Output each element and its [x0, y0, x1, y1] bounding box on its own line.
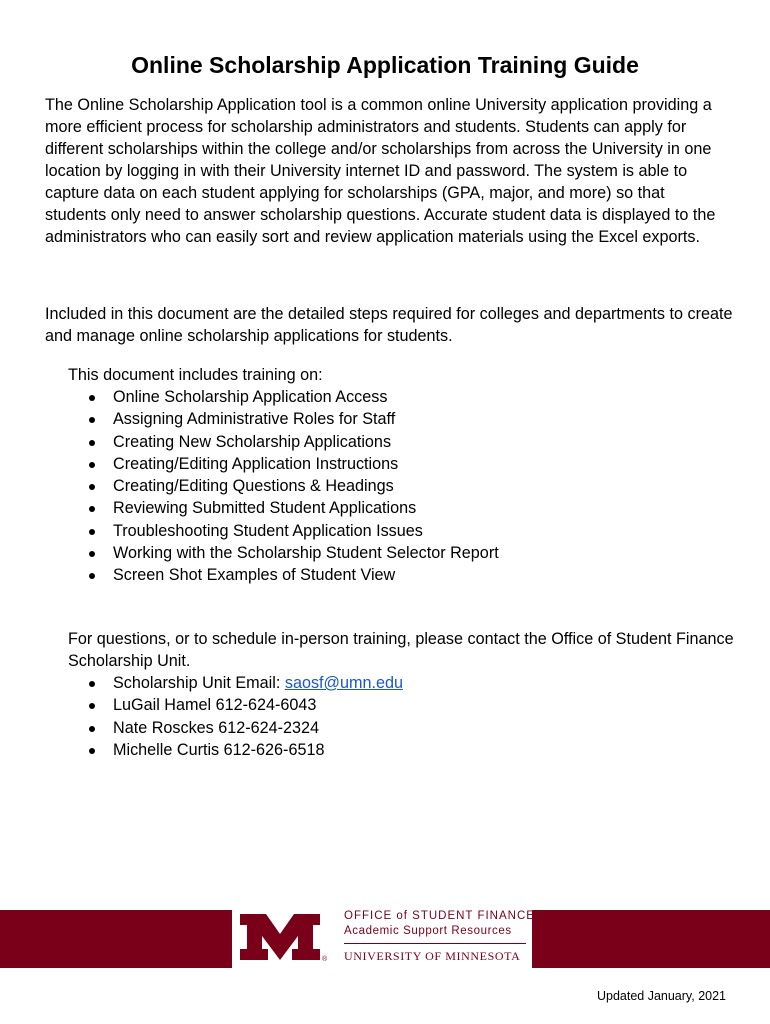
list-item-text: Assigning Administrative Roles for Staff [113, 410, 396, 429]
list-item [68, 475, 748, 497]
training-section [68, 364, 748, 587]
list-item [68, 386, 748, 408]
university-name: UNIVERSITY OF MINNESOTA [344, 949, 521, 963]
list-item [68, 453, 748, 475]
document-title: Online Scholarship Application Training Guide [131, 52, 639, 78]
contact-section [68, 628, 748, 761]
university-logo [232, 908, 535, 970]
bullet-icon [89, 395, 95, 401]
bullet-icon [89, 573, 95, 579]
bullet-icon [89, 551, 95, 557]
list-item [68, 520, 748, 542]
email-link[interactable]: saosf@umn.edu [284, 674, 403, 692]
list-item-text: Creating New Scholarship Applications [113, 432, 392, 451]
bullet-icon [89, 440, 95, 446]
contact-person: LuGail Hamel 612-624-6043 [113, 696, 317, 715]
list-item [68, 431, 748, 453]
intro-paragraph: The Online Scholarship Application tool is a common online University application providing a more efficient process for scholarship administrators and students. Students can apply for different scholarships within the college and/or scholarships from across the University in one location by logging in with their University internet ID and password. The system is able to capture data on each student applying for scholarships (GPA, major, and more) so that students only need to answer scholarship questions. Accurate student data is displayed to the administrators who can easily sort and review application materials using the Excel exports. [45, 96, 716, 246]
list-item-text: Troubleshooting Student Application Issues [113, 521, 423, 540]
list-item [68, 739, 748, 761]
list-item [68, 408, 748, 430]
list-item-text: Creating/Editing Application Instructions [113, 454, 399, 473]
contact-person: Nate Rosckes 612-624-2324 [113, 718, 320, 737]
registered-mark: ® [322, 956, 328, 963]
updated-date: Updated January, 2021 [596, 989, 726, 1003]
list-item [68, 694, 748, 716]
list-item-text: Online Scholarship Application Access [113, 388, 388, 406]
included-paragraph: Included in this document are the detailed steps required for colleges and departments to create and manage online scholarship applications for students. [45, 305, 733, 345]
contact-person: Michelle Curtis 612-626-6518 [113, 740, 325, 759]
bullet-icon [89, 681, 95, 687]
bullet-icon [89, 506, 95, 512]
bullet-icon [89, 417, 95, 423]
email-label: Scholarship Unit Email: [113, 674, 285, 692]
office-subtitle: Academic Support Resources [344, 925, 512, 937]
bullet-icon [89, 748, 95, 754]
list-item [68, 672, 748, 694]
training-list [68, 386, 748, 587]
bullet-icon [89, 726, 95, 732]
list-item-text: Working with the Scholarship Student Selector Report [113, 544, 499, 563]
list-item-text: Creating/Editing Questions & Headings [113, 477, 394, 496]
list-item-text: Screen Shot Examples of Student View [113, 566, 396, 585]
logo-divider [344, 943, 526, 944]
list-item-text: Reviewing Submitted Student Applications [113, 499, 417, 518]
contact-list [68, 672, 748, 761]
training-lead: This document includes training on: [68, 366, 323, 384]
list-item [68, 542, 748, 564]
list-item [68, 564, 748, 586]
list-item [68, 497, 748, 519]
bullet-icon [89, 484, 95, 490]
bullet-icon [89, 703, 95, 709]
list-item [68, 717, 748, 739]
office-name: OFFICE of STUDENT FINANCE [344, 910, 535, 922]
bullet-icon [89, 462, 95, 468]
bullet-icon [89, 529, 95, 535]
contact-lead: For questions, or to schedule in-person training, please contact the Office of Student Finance Scholarship Unit. [68, 630, 734, 670]
university-m-logo-icon [238, 914, 322, 960]
